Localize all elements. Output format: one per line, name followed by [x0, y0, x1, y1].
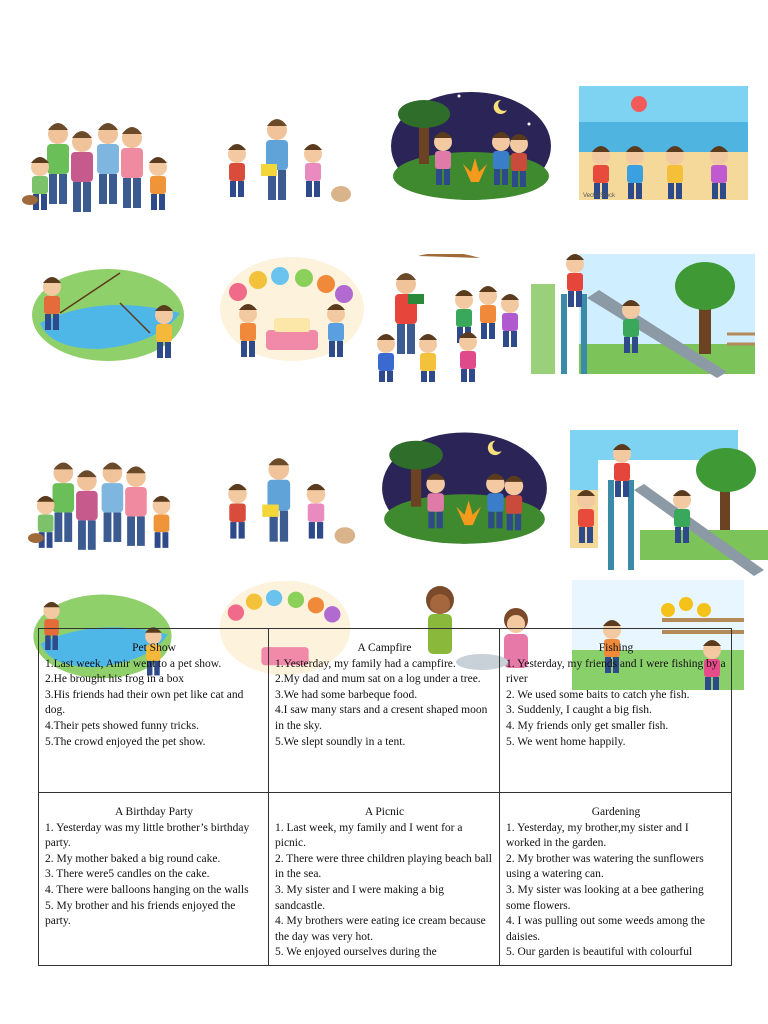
- story-title: Gardening: [591, 806, 641, 818]
- story-line: 1. Yesterday was my little brother’s birthday party.: [45, 821, 250, 850]
- pet-show-picture: [213, 86, 353, 210]
- story-line: 1. Yesterday, my brother,my sister and I worked in the garden.: [506, 821, 689, 850]
- story-line: 2. My brother was watering the sunflowers using a watering can.: [506, 852, 704, 881]
- story-line: 4. My friends only get smaller fish.: [506, 719, 669, 732]
- story-line: 1. Yesterday, my friends and I were fishing by a river: [506, 657, 726, 686]
- beach-playground-picture: [570, 430, 768, 580]
- story-title: Pet Show: [132, 642, 176, 654]
- story-line: 4. My brothers were eating ice cream because the day was very hot.: [275, 915, 486, 943]
- story-cell-birthday-party: [39, 793, 269, 966]
- story-cell-campfire: [269, 629, 500, 793]
- story-line: 5.We slept soundly in a tent.: [275, 735, 406, 748]
- story-title: A Campfire: [357, 642, 412, 654]
- story-line: 5. We enjoyed ourselves during the: [275, 946, 437, 959]
- story-table: [38, 628, 732, 966]
- story-cell-pet-show: [39, 629, 269, 793]
- story-line: 4. I was pulling out some weeds among the daisies.: [506, 915, 705, 943]
- fishing-picture: [30, 253, 185, 363]
- family-picture: [20, 82, 185, 214]
- story-line: 4.I saw many stars and a cresent shaped moon in the sky.: [275, 704, 488, 732]
- birthday-party-picture: [218, 254, 366, 364]
- story-line: 5. My brother and his friends enjoyed the party.: [45, 899, 236, 928]
- campfire-picture-repeat: [380, 424, 550, 546]
- beach-watermark: VectorStock: [583, 193, 616, 199]
- story-line: 3. My sister and I were making a big sandcastle.: [275, 883, 444, 912]
- story-line: 5.The crowd enjoyed the pet show.: [45, 735, 206, 748]
- story-line: 2. We used some baits to catch yhe fish.: [506, 688, 690, 701]
- story-line: 4.Their pets showed funny tricks.: [45, 719, 199, 732]
- story-line: 2. There were three children playing beach ball in the sea.: [275, 852, 492, 881]
- story-line: 1.Last week, Amir went to a pet show.: [45, 657, 222, 670]
- playground-slide-picture: [531, 254, 755, 380]
- story-title: A Birthday Party: [115, 806, 193, 818]
- story-line: 5. Our garden is beautiful with colourful: [506, 946, 693, 959]
- beach-picture: [579, 86, 748, 200]
- pet-show-picture-repeat: [205, 424, 365, 552]
- story-line: 3. There were5 candles on the cake.: [45, 868, 210, 881]
- campfire-picture: [389, 84, 554, 202]
- story-cell-gardening: [500, 793, 732, 966]
- story-line: 4. There were balloons hanging on the walls: [45, 883, 249, 896]
- story-line: 3.We had some barbeque food.: [275, 688, 418, 701]
- story-title: A Picnic: [364, 806, 405, 818]
- story-cell-fishing: [500, 629, 732, 793]
- story-line: 1.Yesterday, my family had a campfire.: [275, 657, 456, 670]
- story-line: 3.His friends had their own pet like cat and dog.: [45, 688, 244, 717]
- story-line: 2. My mother baked a big round cake.: [45, 852, 221, 865]
- storytime-picture: [368, 254, 530, 382]
- story-title: Fishing: [598, 642, 634, 654]
- story-cell-picnic: [269, 793, 500, 966]
- story-line: 2.He brought his frog in a box: [45, 673, 184, 686]
- family-picture-repeat: [26, 422, 188, 552]
- story-line: 3. Suddenly, I caught a big fish.: [506, 704, 652, 717]
- story-line: 3. My sister was looking at a bee gathering some flowers.: [506, 883, 704, 912]
- story-line: 2.My dad and mum sat on a log under a tree.: [275, 673, 481, 686]
- story-line: 5. We went home happily.: [506, 735, 626, 748]
- story-line: 1. Last week, my family and I went for a picnic.: [275, 821, 463, 850]
